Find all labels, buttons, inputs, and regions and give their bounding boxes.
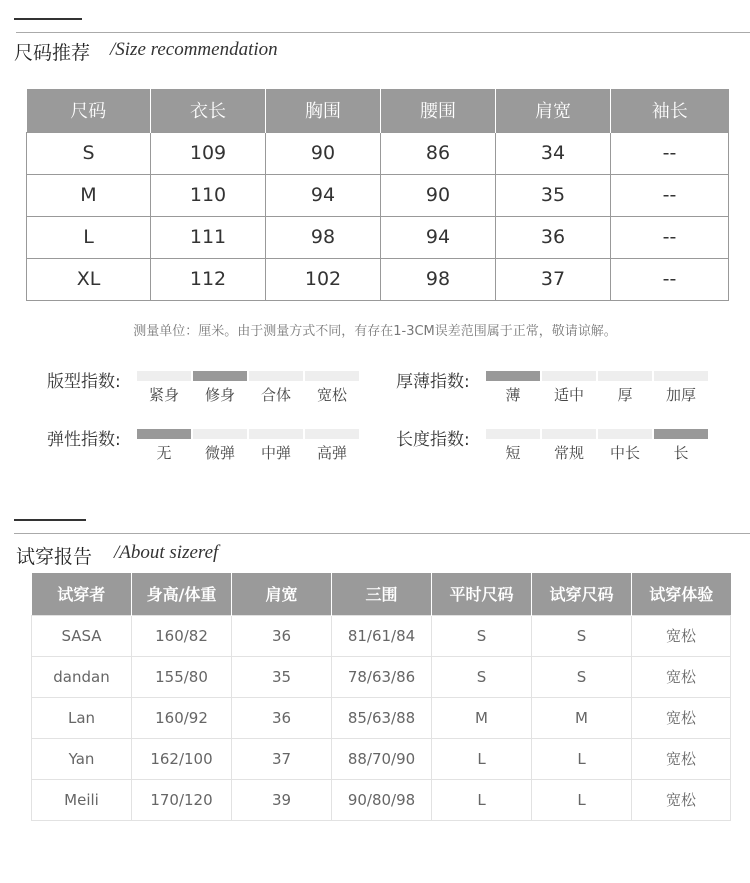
index-option: 合体 (260, 386, 291, 404)
header-cell: 衣长 (151, 89, 266, 132)
table-cell: L (27, 216, 151, 258)
header-cell: 试穿者 (32, 573, 132, 615)
header-cell: 三围 (332, 573, 432, 615)
header-divider-line (14, 533, 750, 534)
index-option: 中长 (609, 444, 640, 462)
trial-table (31, 573, 731, 821)
table-cell: -- (611, 258, 729, 300)
table-cell: -- (611, 132, 729, 174)
index-option: 长 (673, 444, 689, 462)
elasticity-index-label: 弹性指数: (47, 430, 121, 450)
fit-index-label: 版型指数: (47, 372, 121, 392)
table-cell: S (532, 656, 632, 697)
table-cell: 36 (232, 615, 332, 656)
table-cell: 宽松 (632, 779, 731, 820)
table-cell: 宽松 (632, 738, 731, 779)
table-row (32, 738, 731, 779)
index-option: 紧身 (148, 386, 179, 404)
header-cell: 肩宽 (232, 573, 332, 615)
header-accent-line (14, 519, 86, 521)
index-bar (486, 429, 540, 439)
index-bar (486, 371, 540, 381)
table-cell: 160/82 (132, 615, 232, 656)
table-cell: 37 (496, 258, 611, 300)
table-cell: L (432, 738, 532, 779)
index-bar (542, 371, 596, 381)
table-cell: M (532, 697, 632, 738)
table-row (27, 216, 729, 258)
header-cell: 肩宽 (496, 89, 611, 132)
table-cell: XL (27, 258, 151, 300)
index-option: 薄 (505, 386, 521, 404)
header-cell: 胸围 (266, 89, 381, 132)
table-cell: 35 (232, 656, 332, 697)
table-cell: S (27, 132, 151, 174)
table-cell: 98 (266, 216, 381, 258)
index-bar (654, 371, 708, 381)
header-cell: 身高/体重 (132, 573, 232, 615)
index-option: 高弹 (316, 444, 347, 462)
table-cell: 155/80 (132, 656, 232, 697)
index-bar (305, 429, 359, 439)
table-cell: 37 (232, 738, 332, 779)
table-cell: 98 (381, 258, 496, 300)
table-cell: 35 (496, 174, 611, 216)
table-cell: 78/63/86 (332, 656, 432, 697)
table-cell: 110 (151, 174, 266, 216)
index-option: 无 (156, 444, 172, 462)
header-cell: 试穿尺码 (532, 573, 632, 615)
table-cell: 34 (496, 132, 611, 174)
table-cell: 88/70/90 (332, 738, 432, 779)
table-cell: S (532, 615, 632, 656)
index-option: 短 (505, 444, 521, 462)
table-cell: 109 (151, 132, 266, 174)
header-cell: 平时尺码 (432, 573, 532, 615)
table-cell: 90 (381, 174, 496, 216)
table-cell: -- (611, 174, 729, 216)
table-row (27, 258, 729, 300)
table-cell: SASA (32, 615, 132, 656)
table-cell: 112 (151, 258, 266, 300)
table-cell: 宽松 (632, 615, 731, 656)
table-cell: S (432, 615, 532, 656)
table-cell: 90/80/98 (332, 779, 432, 820)
table-cell: S (432, 656, 532, 697)
table-cell: Meili (32, 779, 132, 820)
index-option: 适中 (553, 386, 584, 404)
index-option: 厚 (617, 386, 633, 404)
table-cell: 90 (266, 132, 381, 174)
size-table-header-row (27, 89, 729, 132)
table-row (32, 697, 731, 738)
table-cell: 39 (232, 779, 332, 820)
index-bar (598, 371, 652, 381)
index-bar (305, 371, 359, 381)
header-cell: 腰围 (381, 89, 496, 132)
length-index-label: 长度指数: (396, 430, 470, 450)
index-bar (193, 371, 247, 381)
table-cell: Lan (32, 697, 132, 738)
table-cell: Yan (32, 738, 132, 779)
table-cell: 94 (381, 216, 496, 258)
header-accent-line (14, 18, 82, 20)
table-cell: 36 (496, 216, 611, 258)
measurement-note: 测量单位：厘米。由于测量方式不同，有存在1-3CM误差范围属于正常，敬请谅解。 (133, 324, 617, 339)
table-row (32, 615, 731, 656)
header-cell: 袖长 (611, 89, 729, 132)
header-cell: 试穿体验 (632, 573, 731, 615)
table-cell: 160/92 (132, 697, 232, 738)
index-bar (598, 429, 652, 439)
index-option: 修身 (204, 386, 235, 404)
thickness-index-label: 厚薄指数: (396, 372, 470, 392)
index-option: 微弹 (204, 444, 235, 462)
table-cell: L (532, 779, 632, 820)
index-bar (542, 429, 596, 439)
table-row (27, 132, 729, 174)
table-cell: 170/120 (132, 779, 232, 820)
table-cell: 111 (151, 216, 266, 258)
table-cell: 81/61/84 (332, 615, 432, 656)
table-cell: M (27, 174, 151, 216)
table-cell: 宽松 (632, 697, 731, 738)
index-bar (654, 429, 708, 439)
header-cell: 尺码 (27, 89, 151, 132)
index-option: 宽松 (316, 386, 347, 404)
table-cell: 36 (232, 697, 332, 738)
index-bar (193, 429, 247, 439)
index-bar (137, 371, 191, 381)
header-divider-line (16, 32, 750, 33)
table-cell: L (532, 738, 632, 779)
table-cell: L (432, 779, 532, 820)
size-section-title: 尺码推荐 (14, 42, 91, 64)
size-section-subtitle: /Size recommendation (110, 39, 278, 60)
index-bar (249, 371, 303, 381)
trial-section-title: 试穿报告 (16, 546, 93, 568)
trial-section-subtitle: /About sizeref (114, 542, 219, 563)
table-cell: 宽松 (632, 656, 731, 697)
table-cell: 162/100 (132, 738, 232, 779)
index-option: 中弹 (260, 444, 291, 462)
trial-table-header-row (32, 573, 731, 615)
table-row (32, 656, 731, 697)
table-cell: M (432, 697, 532, 738)
index-bar (137, 429, 191, 439)
table-row (32, 779, 731, 820)
table-cell: 86 (381, 132, 496, 174)
table-cell: dandan (32, 656, 132, 697)
index-bar (249, 429, 303, 439)
table-cell: 102 (266, 258, 381, 300)
index-option: 常规 (553, 444, 584, 462)
table-cell: 94 (266, 174, 381, 216)
table-cell: -- (611, 216, 729, 258)
index-option: 加厚 (665, 386, 696, 404)
table-cell: 85/63/88 (332, 697, 432, 738)
table-row (27, 174, 729, 216)
size-table (26, 89, 729, 301)
